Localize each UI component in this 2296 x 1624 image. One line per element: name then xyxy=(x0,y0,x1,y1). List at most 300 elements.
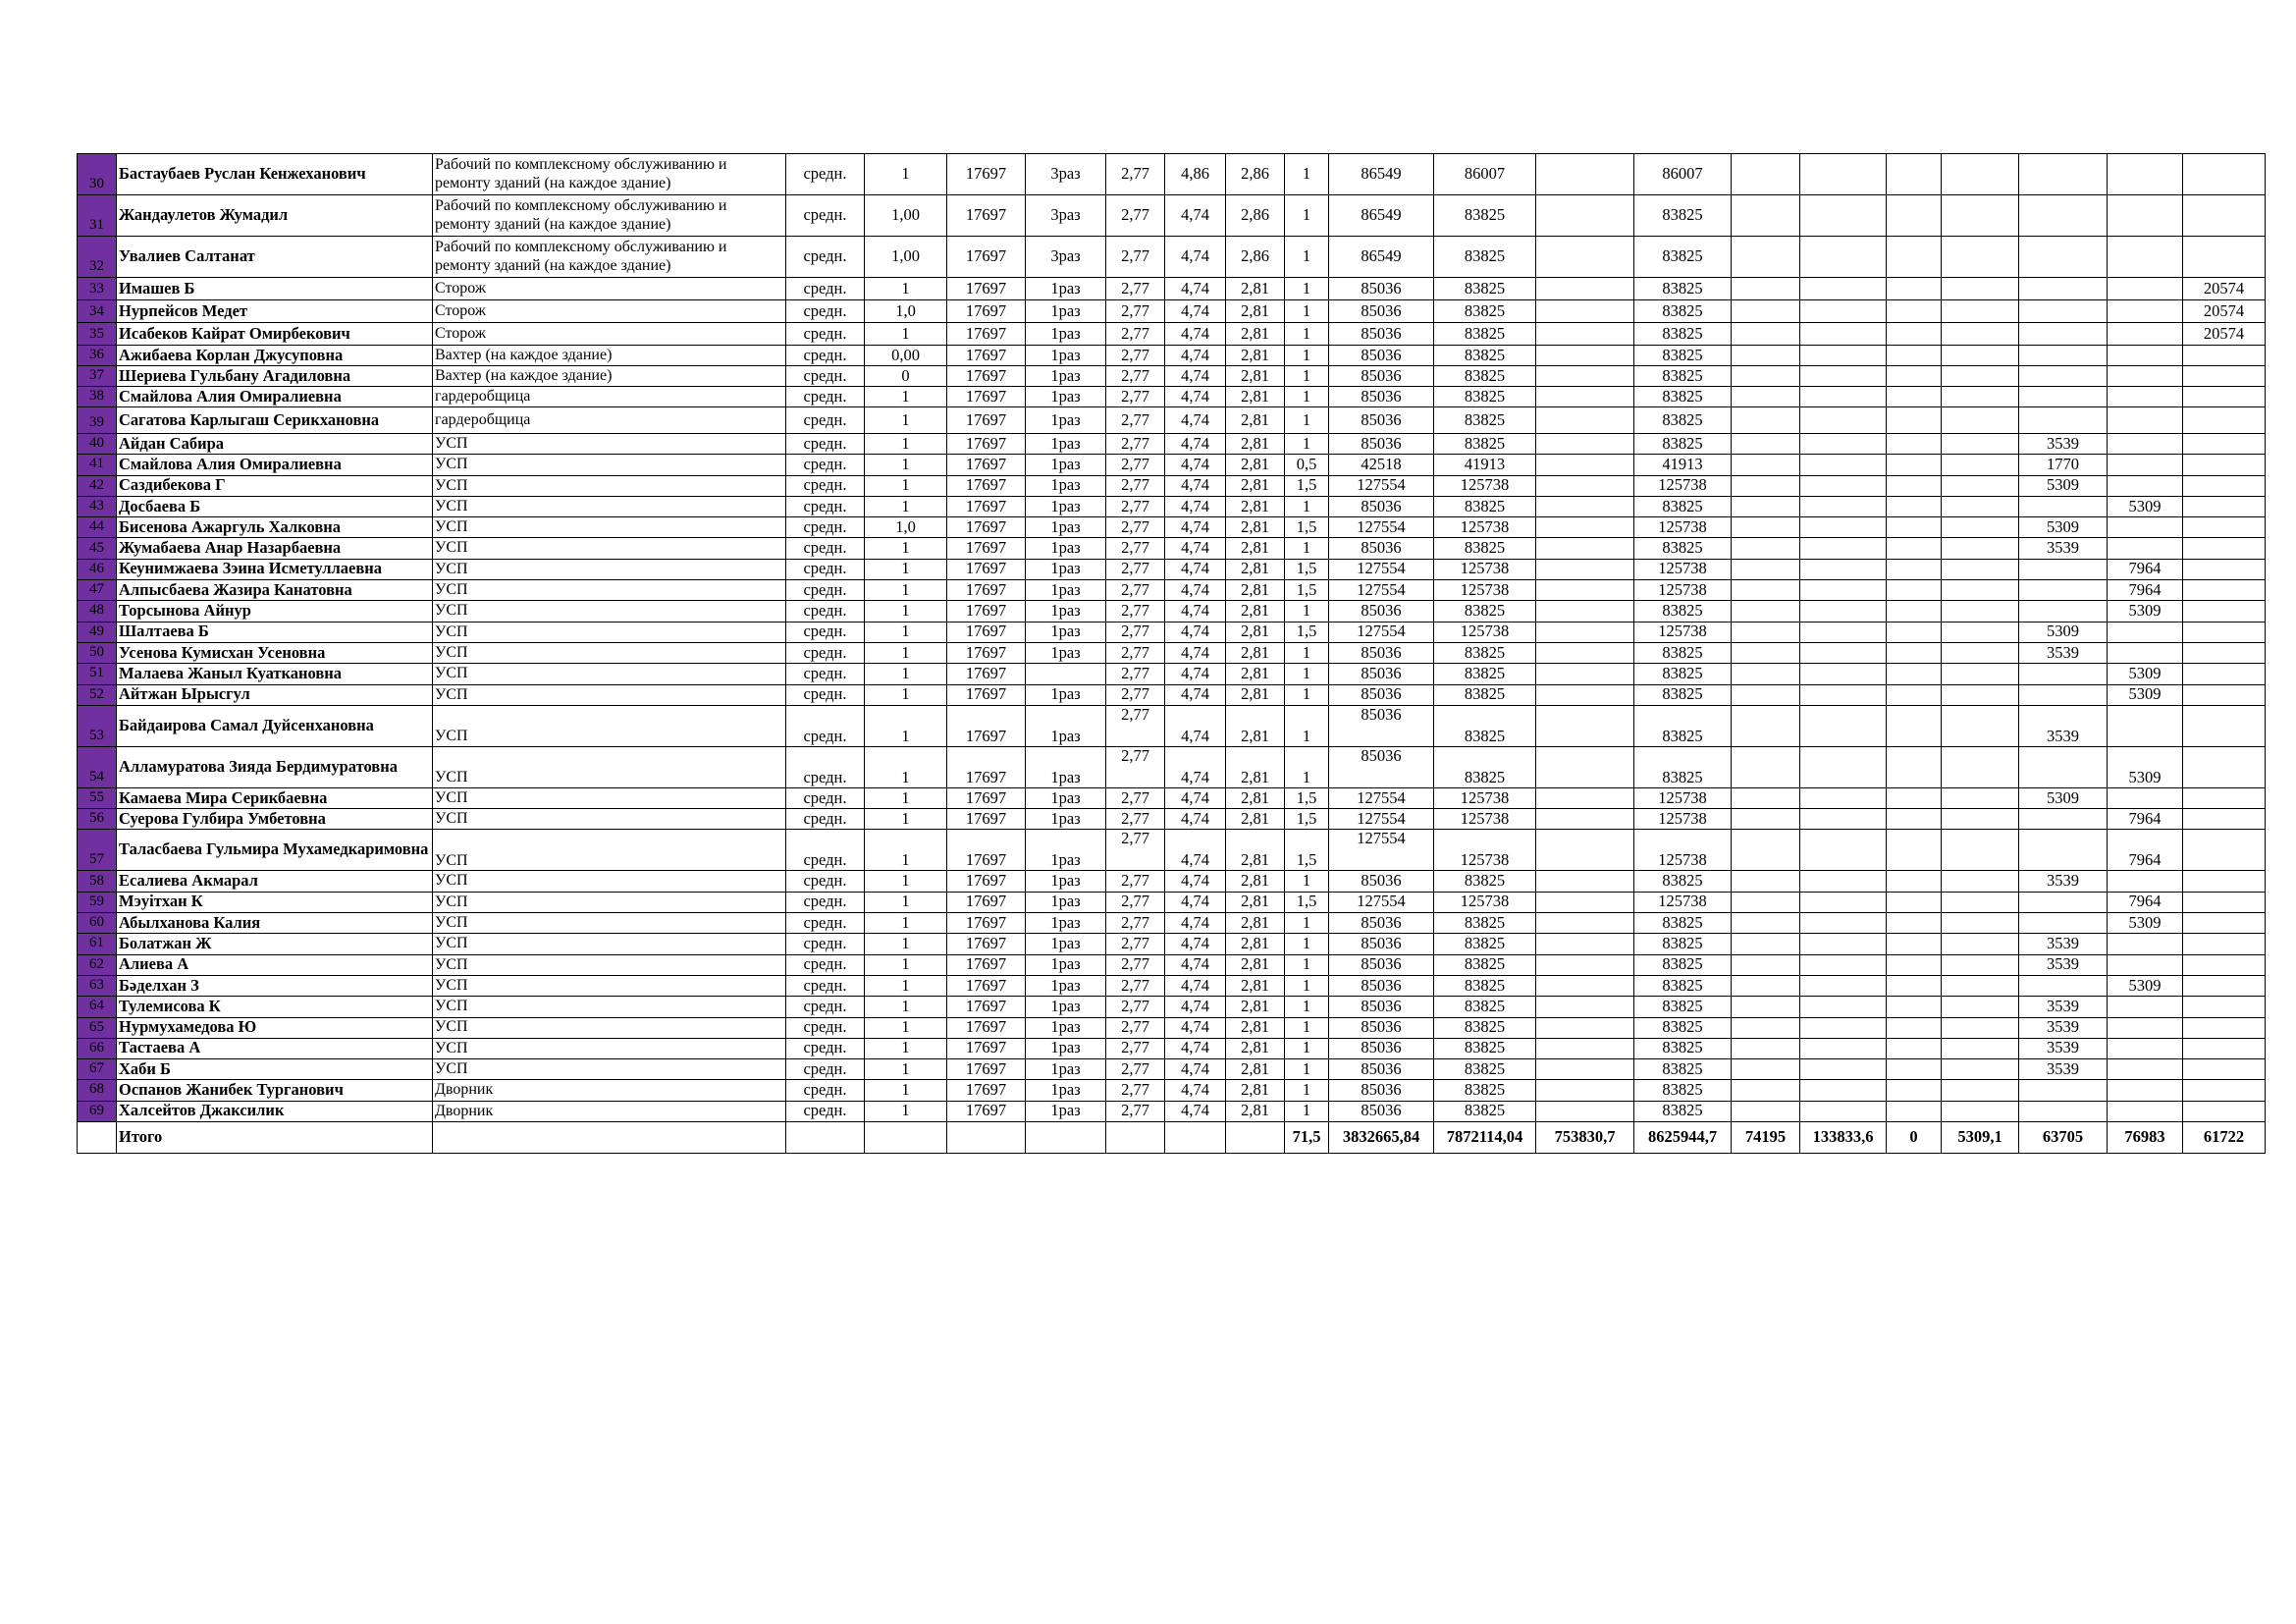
coef-3-cell: 2,81 xyxy=(1226,934,1285,954)
row-number-cell: 48 xyxy=(78,601,117,622)
salary-4-cell: 83825 xyxy=(1634,323,1732,346)
education-cell: средн. xyxy=(786,746,865,787)
category-cell: 1раз xyxy=(1026,954,1106,975)
extra-1-cell xyxy=(1732,1101,1800,1121)
total-extra-1-cell: 74195 xyxy=(1732,1122,1800,1154)
extra-3-cell xyxy=(1887,434,1942,455)
salary-4-cell: 125738 xyxy=(1634,517,1732,538)
table-row xyxy=(78,517,2266,538)
education-cell: средн. xyxy=(786,622,865,642)
category-cell: 3раз xyxy=(1026,154,1106,195)
category-cell: 3раз xyxy=(1026,237,1106,278)
extra-6-cell xyxy=(2108,787,2183,808)
employee-name-cell: Торсынова Айнур xyxy=(117,601,433,622)
coef-1-cell: 2,77 xyxy=(1106,1017,1165,1038)
coef-3-cell: 2,81 xyxy=(1226,559,1285,579)
coef-1-cell: 2,77 xyxy=(1106,1101,1165,1121)
row-number-cell: 34 xyxy=(78,300,117,323)
salary-3-cell xyxy=(1536,496,1634,516)
table-row xyxy=(78,954,2266,975)
rate-cell: 1 xyxy=(865,1080,947,1101)
extra-7-cell xyxy=(2183,517,2266,538)
rate-cell: 1 xyxy=(865,475,947,496)
extra-6-cell xyxy=(2108,387,2183,407)
extra-4-cell xyxy=(1942,580,2019,601)
extra-3-cell xyxy=(1887,975,1942,996)
employee-name-cell: Суерова Гулбира Умбетовна xyxy=(117,809,433,830)
extra-3-cell xyxy=(1887,475,1942,496)
extra-1-cell xyxy=(1732,278,1800,300)
coef-2-cell: 4,74 xyxy=(1165,434,1226,455)
rate-cell: 1 xyxy=(865,809,947,830)
salary-3-cell xyxy=(1536,559,1634,579)
category-cell: 1раз xyxy=(1026,475,1106,496)
base-salary-cell: 17697 xyxy=(947,455,1026,475)
total-category-cell xyxy=(1026,1122,1106,1154)
education-cell: средн. xyxy=(786,975,865,996)
total-rate-cell xyxy=(865,1122,947,1154)
coef-1-cell: 2,77 xyxy=(1106,601,1165,622)
row-number-cell: 41 xyxy=(78,455,117,475)
salary-1-cell: 127554 xyxy=(1329,830,1434,871)
extra-7-cell xyxy=(2183,455,2266,475)
position-cell: УСП xyxy=(433,705,786,746)
position-cell: УСП xyxy=(433,787,786,808)
base-salary-cell: 17697 xyxy=(947,622,1026,642)
extra-6-cell xyxy=(2108,434,2183,455)
category-cell xyxy=(1026,664,1106,684)
position-cell: УСП xyxy=(433,934,786,954)
education-cell: средн. xyxy=(786,278,865,300)
extra-1-cell xyxy=(1732,1080,1800,1101)
extra-1-cell xyxy=(1732,1017,1800,1038)
salary-4-cell: 83825 xyxy=(1634,684,1732,705)
extra-6-cell: 7964 xyxy=(2108,830,2183,871)
rate-cell: 1 xyxy=(865,1038,947,1058)
salary-4-cell: 83825 xyxy=(1634,346,1732,366)
salary-1-cell: 85036 xyxy=(1329,997,1434,1017)
coef-2-cell: 4,74 xyxy=(1165,559,1226,579)
row-number-cell: 42 xyxy=(78,475,117,496)
employee-name-cell: Абылханова Калия xyxy=(117,913,433,934)
staff-units-cell: 1 xyxy=(1285,913,1329,934)
row-number-cell: 50 xyxy=(78,642,117,663)
extra-7-cell: 20574 xyxy=(2183,300,2266,323)
row-number-cell: 37 xyxy=(78,366,117,387)
coef-2-cell: 4,74 xyxy=(1165,323,1226,346)
education-cell: средн. xyxy=(786,892,865,912)
extra-3-cell xyxy=(1887,705,1942,746)
total-coef-1-cell xyxy=(1106,1122,1165,1154)
category-cell: 1раз xyxy=(1026,559,1106,579)
table-row xyxy=(78,580,2266,601)
extra-3-cell xyxy=(1887,346,1942,366)
coef-1-cell: 2,77 xyxy=(1106,642,1165,663)
coef-3-cell: 2,81 xyxy=(1226,323,1285,346)
employee-name-cell: Хаби Б xyxy=(117,1059,433,1080)
category-cell: 1раз xyxy=(1026,787,1106,808)
extra-4-cell xyxy=(1942,684,2019,705)
extra-3-cell xyxy=(1887,559,1942,579)
staff-units-cell: 1 xyxy=(1285,1059,1329,1080)
salary-4-cell: 83825 xyxy=(1634,934,1732,954)
extra-1-cell xyxy=(1732,705,1800,746)
coef-1-cell: 2,77 xyxy=(1106,746,1165,787)
base-salary-cell: 17697 xyxy=(947,387,1026,407)
salary-1-cell: 85036 xyxy=(1329,496,1434,516)
coef-1-cell: 2,77 xyxy=(1106,1038,1165,1058)
coef-3-cell: 2,81 xyxy=(1226,580,1285,601)
education-cell: средн. xyxy=(786,642,865,663)
education-cell: средн. xyxy=(786,809,865,830)
salary-3-cell xyxy=(1536,387,1634,407)
coef-3-cell: 2,81 xyxy=(1226,278,1285,300)
rate-cell: 1 xyxy=(865,830,947,871)
position-cell: УСП xyxy=(433,913,786,934)
total-row xyxy=(78,1122,2266,1154)
coef-2-cell: 4,74 xyxy=(1165,1080,1226,1101)
base-salary-cell: 17697 xyxy=(947,517,1026,538)
position-cell: УСП xyxy=(433,746,786,787)
staff-units-cell: 1,5 xyxy=(1285,892,1329,912)
extra-7-cell xyxy=(2183,934,2266,954)
salary-3-cell xyxy=(1536,684,1634,705)
employee-name-cell: Увалиев Салтанат xyxy=(117,237,433,278)
extra-2-cell xyxy=(1800,601,1887,622)
base-salary-cell: 17697 xyxy=(947,746,1026,787)
coef-2-cell: 4,74 xyxy=(1165,195,1226,237)
extra-4-cell xyxy=(1942,787,2019,808)
category-cell: 1раз xyxy=(1026,346,1106,366)
coef-3-cell: 2,81 xyxy=(1226,975,1285,996)
position-cell: УСП xyxy=(433,622,786,642)
coef-3-cell: 2,81 xyxy=(1226,1038,1285,1058)
education-cell: средн. xyxy=(786,934,865,954)
coef-1-cell: 2,77 xyxy=(1106,997,1165,1017)
salary-3-cell xyxy=(1536,1059,1634,1080)
base-salary-cell: 17697 xyxy=(947,1059,1026,1080)
extra-2-cell xyxy=(1800,366,1887,387)
extra-4-cell xyxy=(1942,913,2019,934)
row-number-cell: 63 xyxy=(78,975,117,996)
salary-3-cell xyxy=(1536,975,1634,996)
extra-7-cell xyxy=(2183,684,2266,705)
coef-1-cell: 2,77 xyxy=(1106,300,1165,323)
category-cell: 1раз xyxy=(1026,830,1106,871)
salary-2-cell: 125738 xyxy=(1434,559,1536,579)
coef-2-cell: 4,74 xyxy=(1165,622,1226,642)
table-row xyxy=(78,346,2266,366)
employee-name-cell: Тастаева А xyxy=(117,1038,433,1058)
table-row xyxy=(78,455,2266,475)
extra-5-cell xyxy=(2019,278,2108,300)
row-number-cell: 49 xyxy=(78,622,117,642)
salary-2-cell: 83825 xyxy=(1434,538,1536,559)
salary-4-cell: 83825 xyxy=(1634,746,1732,787)
salary-2-cell: 83825 xyxy=(1434,387,1536,407)
coef-3-cell: 2,81 xyxy=(1226,892,1285,912)
staff-units-cell: 1 xyxy=(1285,237,1329,278)
extra-4-cell xyxy=(1942,1080,2019,1101)
education-cell: средн. xyxy=(786,517,865,538)
coef-2-cell: 4,74 xyxy=(1165,746,1226,787)
extra-5-cell xyxy=(2019,195,2108,237)
extra-5-cell: 3539 xyxy=(2019,934,2108,954)
base-salary-cell: 17697 xyxy=(947,323,1026,346)
category-cell: 1раз xyxy=(1026,809,1106,830)
category-cell: 1раз xyxy=(1026,997,1106,1017)
coef-3-cell: 2,81 xyxy=(1226,455,1285,475)
position-cell: УСП xyxy=(433,954,786,975)
salary-2-cell: 83825 xyxy=(1434,434,1536,455)
staff-units-cell: 1 xyxy=(1285,346,1329,366)
salary-2-cell: 125738 xyxy=(1434,787,1536,808)
salary-1-cell: 127554 xyxy=(1329,809,1434,830)
extra-5-cell xyxy=(2019,323,2108,346)
position-cell: Сторож xyxy=(433,278,786,300)
extra-2-cell xyxy=(1800,913,1887,934)
salary-3-cell xyxy=(1536,892,1634,912)
row-number-cell: 46 xyxy=(78,559,117,579)
coef-1-cell: 2,77 xyxy=(1106,455,1165,475)
position-cell: УСП xyxy=(433,455,786,475)
salary-2-cell: 125738 xyxy=(1434,830,1536,871)
extra-5-cell: 1770 xyxy=(2019,455,2108,475)
extra-6-cell: 5309 xyxy=(2108,913,2183,934)
coef-1-cell: 2,77 xyxy=(1106,496,1165,516)
extra-6-cell xyxy=(2108,871,2183,892)
rate-cell: 1 xyxy=(865,787,947,808)
extra-2-cell xyxy=(1800,892,1887,912)
education-cell: средн. xyxy=(786,954,865,975)
total-salary-3-cell: 753830,7 xyxy=(1536,1122,1634,1154)
extra-5-cell: 5309 xyxy=(2019,622,2108,642)
extra-6-cell xyxy=(2108,1038,2183,1058)
coef-2-cell: 4,74 xyxy=(1165,684,1226,705)
salary-4-cell: 83825 xyxy=(1634,407,1732,434)
total-extra-7-cell: 61722 xyxy=(2183,1122,2266,1154)
total-extra-5-cell: 63705 xyxy=(2019,1122,2108,1154)
extra-7-cell xyxy=(2183,787,2266,808)
rate-cell: 1,00 xyxy=(865,195,947,237)
extra-5-cell xyxy=(2019,601,2108,622)
staff-units-cell: 1 xyxy=(1285,746,1329,787)
salary-2-cell: 125738 xyxy=(1434,892,1536,912)
table-row xyxy=(78,622,2266,642)
education-cell: средн. xyxy=(786,997,865,1017)
salary-1-cell: 85036 xyxy=(1329,642,1434,663)
salary-3-cell xyxy=(1536,278,1634,300)
salary-4-cell: 125738 xyxy=(1634,809,1732,830)
extra-4-cell xyxy=(1942,664,2019,684)
salary-4-cell: 83825 xyxy=(1634,705,1732,746)
extra-4-cell xyxy=(1942,387,2019,407)
coef-2-cell: 4,74 xyxy=(1165,809,1226,830)
row-number-cell: 43 xyxy=(78,496,117,516)
extra-3-cell xyxy=(1887,278,1942,300)
coef-1-cell: 2,77 xyxy=(1106,195,1165,237)
extra-4-cell xyxy=(1942,642,2019,663)
position-cell: УСП xyxy=(433,892,786,912)
employee-name-cell: Тулемисова К xyxy=(117,997,433,1017)
extra-6-cell xyxy=(2108,323,2183,346)
education-cell: средн. xyxy=(786,1038,865,1058)
extra-3-cell xyxy=(1887,538,1942,559)
position-cell: УСП xyxy=(433,559,786,579)
extra-4-cell xyxy=(1942,496,2019,516)
extra-6-cell xyxy=(2108,538,2183,559)
coef-1-cell: 2,77 xyxy=(1106,434,1165,455)
coef-3-cell: 2,81 xyxy=(1226,1080,1285,1101)
table-row xyxy=(78,892,2266,912)
rate-cell: 1 xyxy=(865,559,947,579)
coef-1-cell: 2,77 xyxy=(1106,387,1165,407)
education-cell: средн. xyxy=(786,580,865,601)
extra-6-cell xyxy=(2108,642,2183,663)
row-number-cell: 36 xyxy=(78,346,117,366)
extra-2-cell xyxy=(1800,278,1887,300)
education-cell: средн. xyxy=(786,705,865,746)
salary-2-cell: 41913 xyxy=(1434,455,1536,475)
table-row xyxy=(78,997,2266,1017)
employee-name-cell: Имашев Б xyxy=(117,278,433,300)
extra-6-cell xyxy=(2108,954,2183,975)
coef-3-cell: 2,81 xyxy=(1226,871,1285,892)
employee-name-cell: Нурмухамедова Ю xyxy=(117,1017,433,1038)
row-number-cell: 56 xyxy=(78,809,117,830)
base-salary-cell: 17697 xyxy=(947,1080,1026,1101)
category-cell: 1раз xyxy=(1026,642,1106,663)
row-number-cell: 59 xyxy=(78,892,117,912)
extra-1-cell xyxy=(1732,809,1800,830)
category-cell: 1раз xyxy=(1026,1080,1106,1101)
rate-cell: 1 xyxy=(865,601,947,622)
education-cell: средн. xyxy=(786,496,865,516)
rate-cell: 1,0 xyxy=(865,300,947,323)
coef-1-cell: 2,77 xyxy=(1106,475,1165,496)
extra-2-cell xyxy=(1800,1017,1887,1038)
education-cell: средн. xyxy=(786,664,865,684)
coef-2-cell: 4,74 xyxy=(1165,1101,1226,1121)
table-row xyxy=(78,154,2266,195)
coef-3-cell: 2,81 xyxy=(1226,387,1285,407)
extra-1-cell xyxy=(1732,517,1800,538)
base-salary-cell: 17697 xyxy=(947,366,1026,387)
salary-3-cell xyxy=(1536,871,1634,892)
coef-3-cell: 2,81 xyxy=(1226,300,1285,323)
extra-4-cell xyxy=(1942,455,2019,475)
extra-7-cell: 20574 xyxy=(2183,278,2266,300)
extra-7-cell xyxy=(2183,538,2266,559)
extra-6-cell: 5309 xyxy=(2108,975,2183,996)
extra-1-cell xyxy=(1732,346,1800,366)
extra-5-cell: 3539 xyxy=(2019,871,2108,892)
rate-cell: 0,00 xyxy=(865,346,947,366)
position-cell: УСП xyxy=(433,1017,786,1038)
salary-2-cell: 83825 xyxy=(1434,237,1536,278)
salary-4-cell: 83825 xyxy=(1634,1059,1732,1080)
coef-1-cell: 2,77 xyxy=(1106,913,1165,934)
coef-1-cell: 2,77 xyxy=(1106,278,1165,300)
salary-3-cell xyxy=(1536,366,1634,387)
extra-4-cell xyxy=(1942,154,2019,195)
extra-4-cell xyxy=(1942,1101,2019,1121)
coef-1-cell: 2,77 xyxy=(1106,407,1165,434)
salary-2-cell: 83825 xyxy=(1434,323,1536,346)
salary-2-cell: 83825 xyxy=(1434,975,1536,996)
table-row xyxy=(78,1038,2266,1058)
salary-3-cell xyxy=(1536,434,1634,455)
staff-units-cell: 1 xyxy=(1285,323,1329,346)
extra-5-cell xyxy=(2019,809,2108,830)
extra-2-cell xyxy=(1800,871,1887,892)
education-cell: средн. xyxy=(786,434,865,455)
salary-4-cell: 125738 xyxy=(1634,830,1732,871)
salary-3-cell xyxy=(1536,601,1634,622)
position-cell: Вахтер (на каждое здание) xyxy=(433,366,786,387)
salary-1-cell: 85036 xyxy=(1329,407,1434,434)
salary-2-cell: 83825 xyxy=(1434,997,1536,1017)
row-number-cell: 32 xyxy=(78,237,117,278)
staff-units-cell: 1 xyxy=(1285,1017,1329,1038)
rate-cell: 1 xyxy=(865,622,947,642)
extra-1-cell xyxy=(1732,323,1800,346)
extra-2-cell xyxy=(1800,664,1887,684)
position-cell: УСП xyxy=(433,517,786,538)
coef-1-cell: 2,77 xyxy=(1106,1059,1165,1080)
education-cell: средн. xyxy=(786,1080,865,1101)
total-extra-6-cell: 76983 xyxy=(2108,1122,2183,1154)
total-employee-name-cell: Итого xyxy=(117,1122,433,1154)
category-cell: 3раз xyxy=(1026,195,1106,237)
category-cell: 1раз xyxy=(1026,705,1106,746)
salary-3-cell xyxy=(1536,809,1634,830)
salary-1-cell: 85036 xyxy=(1329,934,1434,954)
coef-2-cell: 4,86 xyxy=(1165,154,1226,195)
extra-4-cell xyxy=(1942,346,2019,366)
staff-units-cell: 1,5 xyxy=(1285,559,1329,579)
extra-1-cell xyxy=(1732,642,1800,663)
rate-cell: 1 xyxy=(865,913,947,934)
employee-name-cell: Нурпейсов Медет xyxy=(117,300,433,323)
extra-2-cell xyxy=(1800,642,1887,663)
extra-5-cell: 3539 xyxy=(2019,538,2108,559)
extra-2-cell xyxy=(1800,559,1887,579)
extra-3-cell xyxy=(1887,366,1942,387)
extra-1-cell xyxy=(1732,871,1800,892)
staff-units-cell: 1 xyxy=(1285,300,1329,323)
coef-2-cell: 4,74 xyxy=(1165,346,1226,366)
coef-3-cell: 2,81 xyxy=(1226,705,1285,746)
salary-1-cell: 85036 xyxy=(1329,975,1434,996)
education-cell: средн. xyxy=(786,366,865,387)
extra-3-cell xyxy=(1887,300,1942,323)
total-coef-3-cell xyxy=(1226,1122,1285,1154)
coef-3-cell: 2,81 xyxy=(1226,830,1285,871)
coef-2-cell: 4,74 xyxy=(1165,237,1226,278)
extra-1-cell xyxy=(1732,366,1800,387)
base-salary-cell: 17697 xyxy=(947,346,1026,366)
extra-2-cell xyxy=(1800,517,1887,538)
extra-5-cell: 3539 xyxy=(2019,954,2108,975)
row-number-cell: 68 xyxy=(78,1080,117,1101)
extra-4-cell xyxy=(1942,601,2019,622)
row-number-cell: 51 xyxy=(78,664,117,684)
base-salary-cell: 17697 xyxy=(947,705,1026,746)
extra-2-cell xyxy=(1800,154,1887,195)
base-salary-cell: 17697 xyxy=(947,154,1026,195)
total-extra-3-cell: 0 xyxy=(1887,1122,1942,1154)
